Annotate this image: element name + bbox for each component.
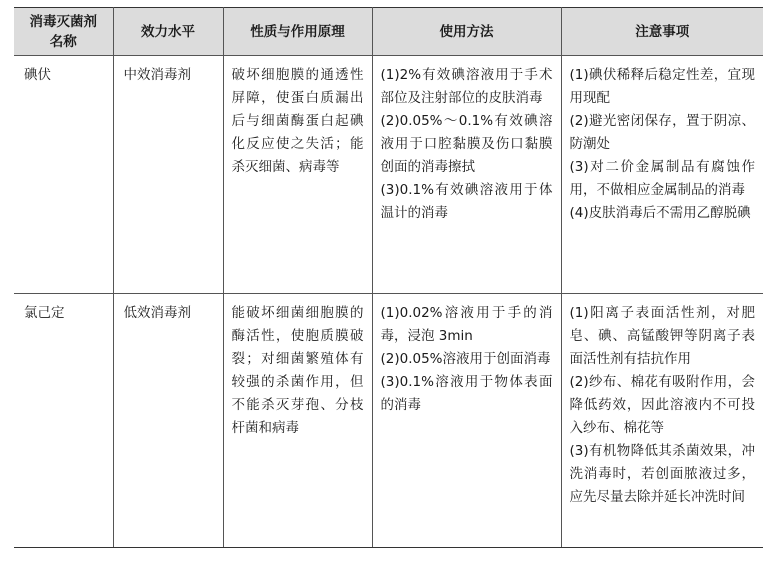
cell-name: 氯己定 (14, 294, 113, 548)
usage-item: (2)0.05%溶液用于创面消毒 (380, 351, 551, 367)
note-item: (3)有机物降低其杀菌效果，冲洗消毒时，若创面脓液过多，应先尽量去除并延长冲洗时间 (569, 443, 755, 505)
usage-item: (2)0.05%～0.1%有效碘溶液用于口腔黏膜及伤口黏膜创面的消毒擦拭 (380, 113, 553, 175)
usage-item: (1)2%有效碘溶液用于手术部位及注射部位的皮肤消毒 (380, 67, 553, 106)
note-item: (3)对二价金属制品有腐蚀作用，不做相应金属制品的消毒 (569, 159, 755, 198)
cell-level: 低效消毒剂 (113, 294, 223, 548)
header-usage (372, 8, 561, 56)
note-item: (2)纱布、棉花有吸附作用，会降低药效，因此溶液内不可投入纱布、棉花等 (569, 374, 755, 436)
note-item: (1)阳离子表面活性剂，对肥皂、碘、高锰酸钾等阴离子表面活性剂有拮抗作用 (569, 305, 755, 367)
cell-notes (561, 294, 763, 548)
cell-principle: 能破坏细菌细胞膜的酶活性，使胞质膜破裂；对细菌繁殖体有较强的杀菌作用，但不能杀灭芽孢、分枝杆菌和病毒 (223, 294, 372, 548)
usage-item: (3)0.1%有效碘溶液用于体温计的消毒 (380, 182, 553, 221)
table-row (14, 294, 763, 548)
note-item: (2)避光密闭保存，置于阴凉、防潮处 (569, 113, 755, 152)
header-principle-label: 性质与作用原理 (250, 23, 345, 40)
note-item: (1)碘伏稀释后稳定性差，宜现用现配 (569, 67, 755, 106)
cell-usage (372, 56, 561, 294)
header-name-line1: 消毒灭菌剂 (29, 13, 97, 30)
disinfectant-table (14, 7, 763, 548)
header-notes-label: 注意事项 (635, 23, 690, 40)
note-item: (4)皮肤消毒后不需用乙醇脱碘 (569, 205, 751, 221)
header-name (14, 8, 113, 56)
table-row (14, 56, 763, 294)
header-name-line2: 名称 (49, 33, 77, 50)
header-principle (223, 8, 372, 56)
header-row (14, 8, 763, 56)
cell-level: 中效消毒剂 (113, 56, 223, 294)
usage-item: (3)0.1%溶液用于物体表面的消毒 (380, 374, 553, 413)
header-level-label: 效力水平 (141, 23, 195, 40)
cell-principle: 破坏细胞膜的通透性屏障，使蛋白质漏出后与细菌酶蛋白起碘化反应使之失活；能杀灭细菌、病毒等 (223, 56, 372, 294)
usage-item: (1)0.02%溶液用于手的消毒，浸泡 3min (380, 305, 553, 344)
header-level (113, 8, 223, 56)
cell-name: 碘伏 (14, 56, 113, 294)
header-notes (561, 8, 763, 56)
header-usage-label: 使用方法 (439, 23, 494, 40)
table-header (14, 8, 763, 56)
cell-notes (561, 56, 763, 294)
cell-usage (372, 294, 561, 548)
